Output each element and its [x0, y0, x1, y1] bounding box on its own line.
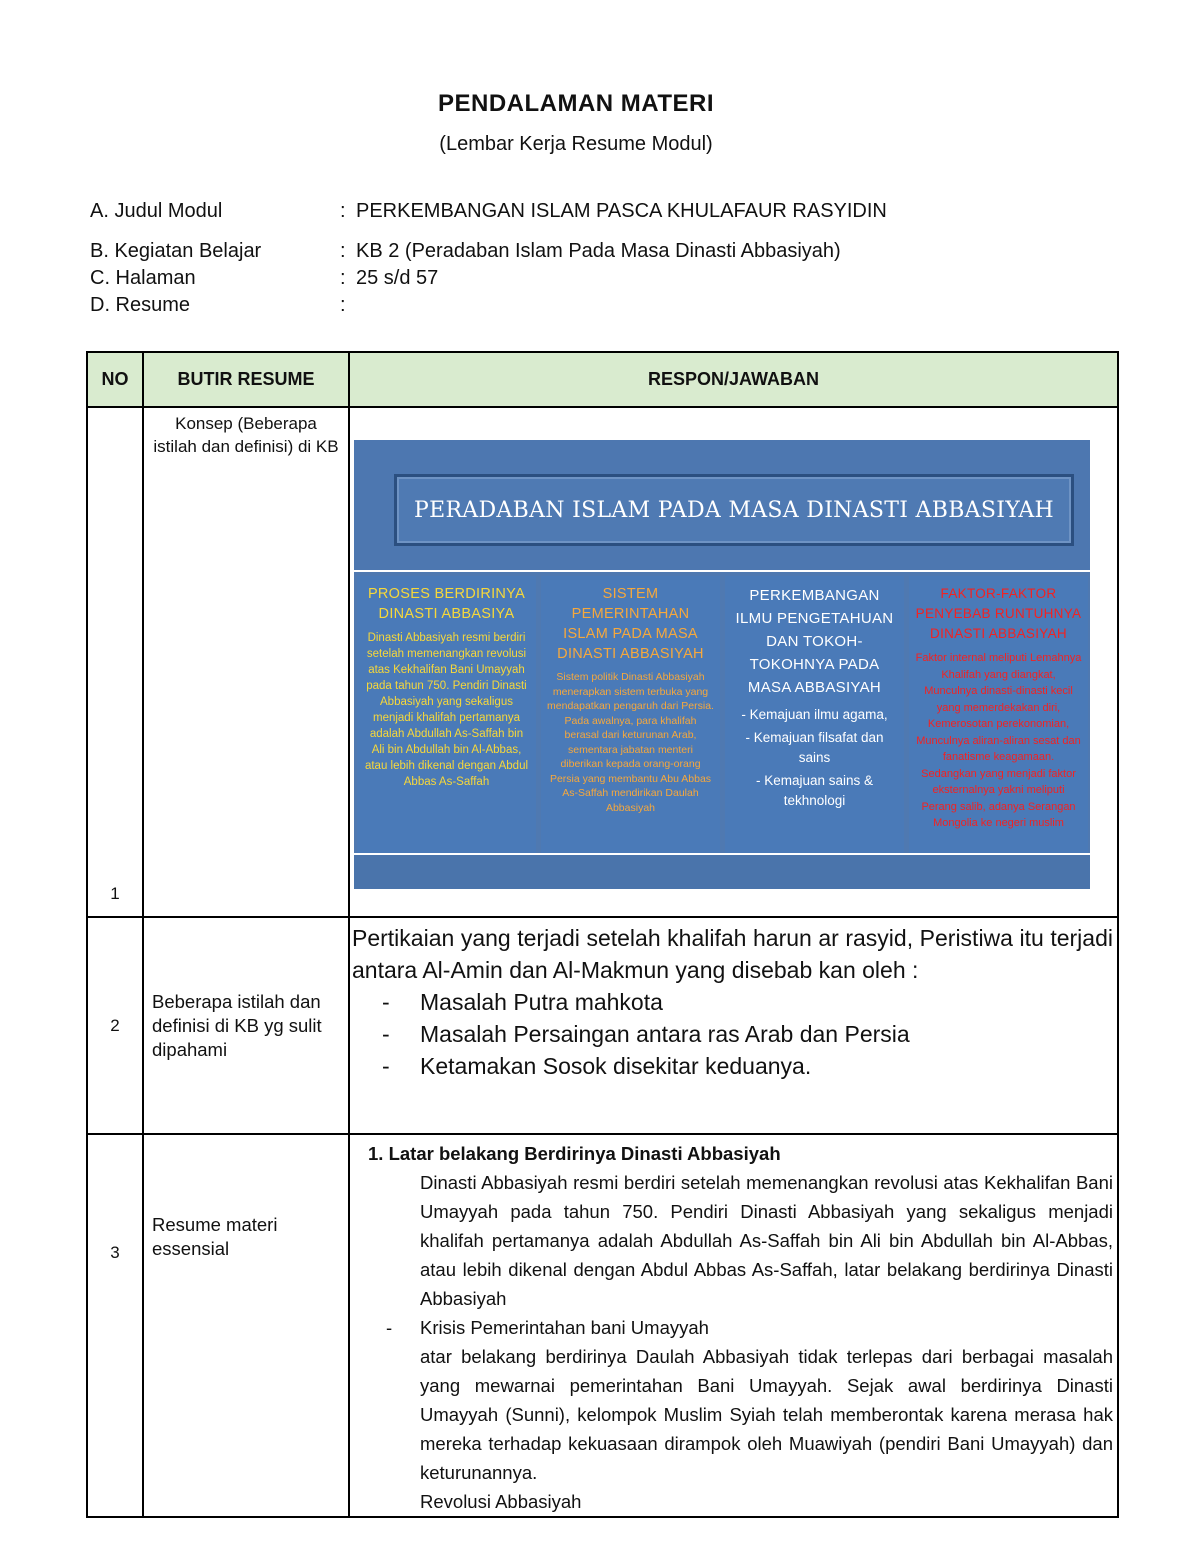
column-item: - Kemajuan sains & tekhnologi — [755, 773, 874, 808]
row3-content — [350, 1135, 1117, 1516]
table-header-row — [87, 352, 1118, 407]
column-item: - Kemajuan filsafat dan sains — [745, 730, 884, 765]
column-item: - Kemajuan ilmu agama, — [741, 707, 888, 722]
row-butir: Beberapa istilah dan definisi di KB yg sulit dipahami — [143, 917, 349, 1134]
row3-paragraph: atar belakang berdirinya Daulah Abbasiyah tidak terlepas dari berbagai masalah yang mewarnai pemerintahan Bani Umayyah. Sejak awal berdirinya Dinasti Umayyah (Sunni), kelompok Muslim Syiah telah memberontak karena merasa hak mereka terhadap kekuasaan dirampok oleh Muawiyah (pendiri Bani Umayyah) dan keturunannya. — [420, 1346, 1113, 1483]
row3-subheading: - Krisis Pemerintahan bani Umayyah — [368, 1313, 1113, 1342]
header-butir-resume: BUTIR RESUME — [143, 352, 349, 407]
document-subtitle: (Lembar Kerja Resume Modul) — [439, 133, 713, 155]
meta-colon: : — [340, 200, 346, 222]
diagram-column-sistem-pemerintahan — [541, 576, 720, 853]
meta-colon: : — [340, 294, 346, 316]
table-row — [87, 407, 1118, 917]
row-number: 2 — [87, 917, 143, 1134]
meta-value: 25 s/d 57 — [356, 267, 439, 289]
table-row — [87, 1134, 1118, 1517]
header-no: NO — [87, 352, 143, 407]
row-number: 3 — [87, 1134, 143, 1517]
column-body: Faktor internal meliputi Lemahnya Khalifah yang diangkat, Munculnya dinasti-dinasti kecil yang memerdekakan diri, Kemerosotan perekonomian, Munculnya aliran-aliran sesat dan fanatisme keagamaan. Sedangkan yang menjadi faktor eksternalnya yakni meliputi Perang salib, adanya Serangan Mongolia ke negeri muslim — [915, 652, 1082, 829]
column-body: Dinasti Abbasiyah resmi berdiri setelah memenangkan revolusi atas Kekhalifan Bani Umayyah pada tahun 750. Pendiri Dinasti Abbasiyah yang sekaligus menjadi khalifah pertamanya adalah Abdullah As-Saffah bin Ali bin Abdullah bin Al-Abbas, atau lebih dikenal dengan Abdul Abbas As-Saffah — [364, 632, 529, 788]
diagram-top-panel — [354, 440, 1090, 572]
column-heading: PERKEMBANGAN ILMU PENGETAHUAN DAN TOKOH-TOKOHNYA PADA MASA ABBASIYAH — [735, 587, 894, 696]
row-respon — [349, 1134, 1118, 1517]
diagram-column-proses-berdirinya — [357, 576, 536, 853]
resume-table — [86, 351, 1119, 1518]
meta-colon: : — [340, 240, 346, 262]
row3-heading: 1. Latar belakang Berdirinya Dinasti Abbasiyah — [368, 1143, 781, 1164]
concept-diagram — [354, 440, 1090, 889]
meta-value: PERKEMBANGAN ISLAM PASCA KHULAFAUR RASYIDIN — [356, 200, 887, 222]
row-respon — [349, 917, 1118, 1134]
row2-list — [350, 986, 1117, 1082]
table-row — [87, 917, 1118, 1134]
meta-label: B. Kegiatan Belajar — [90, 240, 262, 262]
row2-intro: Pertikaian yang terjadi setelah khalifah harun ar rasyid, Peristiwa itu terjadi antara Al-Amin dan Al-Makmun yang disebab kan oleh : — [352, 925, 1113, 983]
list-item: - Ketamakan Sosok disekitar keduanya. — [382, 1050, 1117, 1082]
row-butir: Resume materi essensial — [143, 1134, 349, 1517]
diagram-title: PERADABAN ISLAM PADA MASA DINASTI ABBASIYAH — [394, 474, 1074, 546]
row3-trailing: Revolusi Abbasiyah — [420, 1491, 582, 1512]
diagram-bottom-bar — [354, 853, 1090, 889]
row3-paragraph: Dinasti Abbasiyah resmi berdiri setelah memenangkan revolusi atas Kekhalifan Bani Umayyah pada tahun 750. Pendiri Dinasti Abbasiyah yang sekaligus menjadi khalifah pertamanya adalah Abdullah As-Saffah bin Ali bin Abdullah bin Al-Abbas, atau lebih dikenal dengan Abdul Abbas As-Saffah, latar belakang berdirinya Dinasti Abbasiyah — [420, 1172, 1113, 1309]
meta-label: C. Halaman — [90, 267, 196, 289]
list-item: - Masalah Persaingan antara ras Arab dan Persia — [382, 1018, 1117, 1050]
row-number: 1 — [87, 407, 143, 917]
diagram-column-perkembangan-ilmu — [725, 576, 904, 853]
column-heading: PROSES BERDIRINYA DINASTI ABBASIYA — [367, 586, 526, 622]
diagram-columns — [357, 576, 1088, 853]
column-heading: FAKTOR-FAKTOR PENYEBAB RUNTUHNYA DINASTI ABBASIYAH — [915, 586, 1082, 641]
header-respon-jawaban: RESPON/JAWABAN — [349, 352, 1118, 407]
meta-value: KB 2 (Peradaban Islam Pada Masa Dinasti Abbasiyah) — [356, 240, 841, 262]
document-title: PENDALAMAN MATERI — [437, 90, 715, 117]
row-butir: Konsep (Beberapa istilah dan definisi) di KB — [143, 407, 349, 917]
column-body: Sistem politik Dinasti Abbasiyah menerapkan sistem terbuka yang mendapatkan pengaruh dari Persia. Pada awalnya, para khalifah berasal dari keturunan Arab, sementara jabatan menteri diberikan kepada orang-orang Persia yang membantu Abu Abbas As-Saffah mendirikan Daulah Abbasiyah — [547, 671, 714, 814]
meta-label: A. Judul Modul — [90, 200, 223, 222]
list-item: - Masalah Putra mahkota — [382, 986, 1117, 1018]
diagram-column-faktor-runtuhnya — [909, 576, 1088, 853]
row-respon — [349, 407, 1118, 917]
column-heading: SISTEM PEMERINTAHAN ISLAM PADA MASA DINASTI ABBASIYAH — [557, 586, 704, 662]
meta-label: D. Resume — [90, 294, 191, 316]
meta-colon: : — [340, 267, 346, 289]
